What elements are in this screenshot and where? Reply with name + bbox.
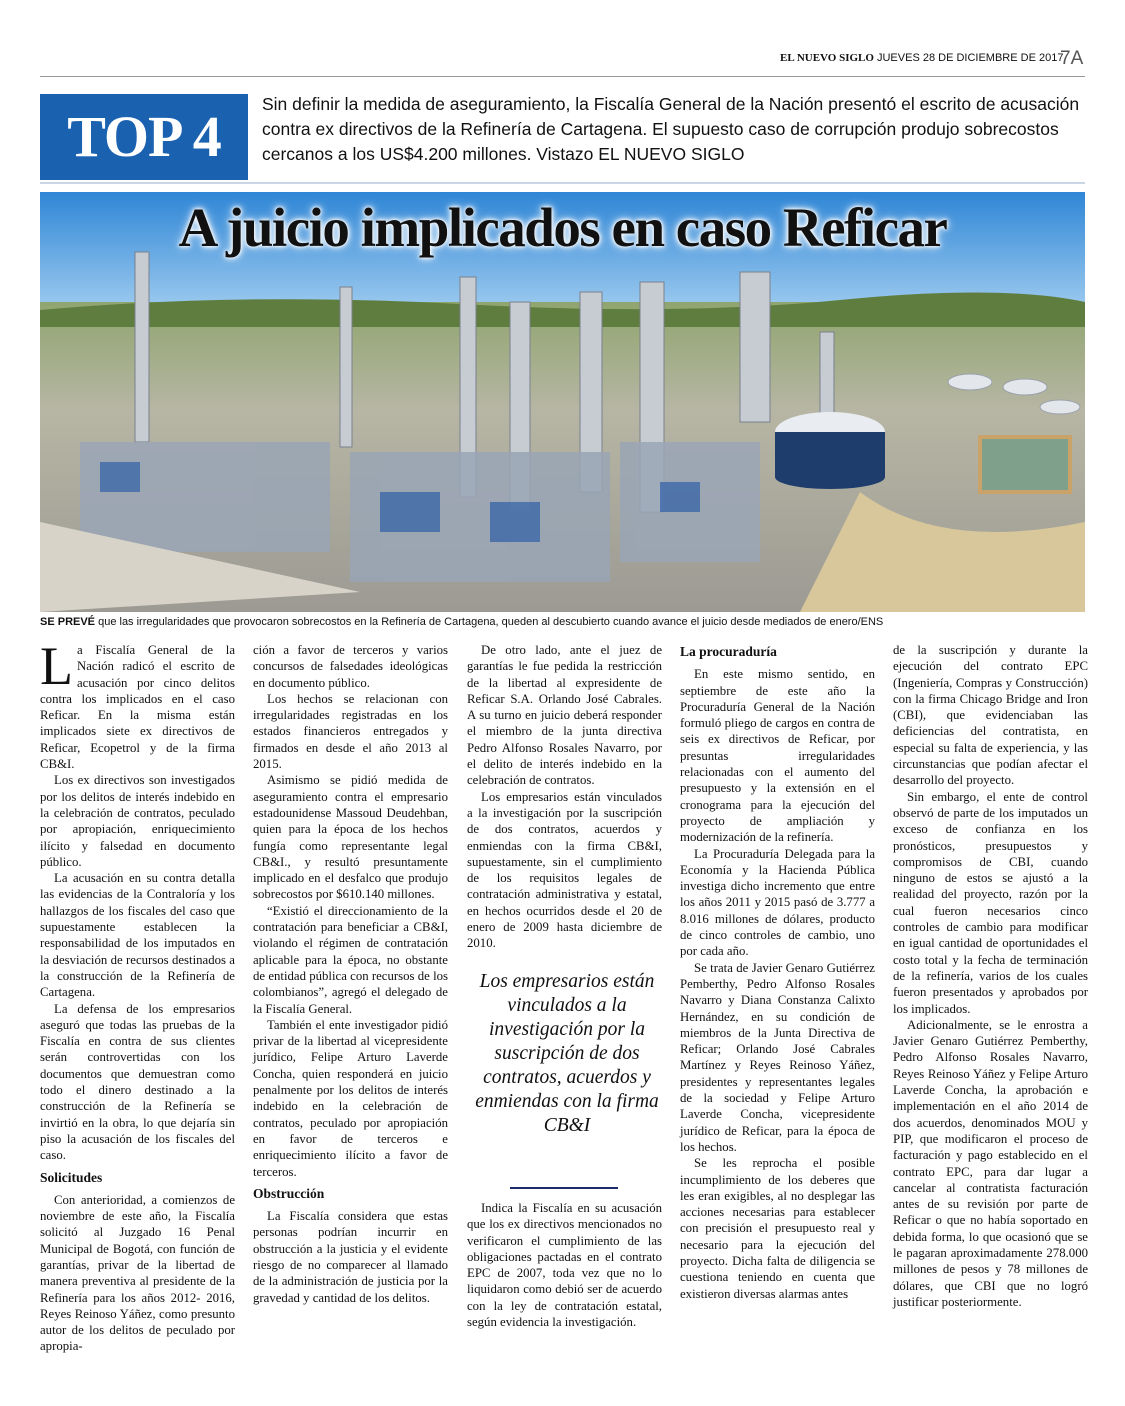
pull-quote: Los empresarios están vinculados a la investigación por la suscripción de dos contratos, acuerdos y enmiendas con la firma CB&I xyxy=(475,971,659,1136)
drop-cap: L xyxy=(40,636,73,696)
paragraph: ción a favor de terceros y varios concursos de falsedades ideológicas en documento público. xyxy=(253,643,448,690)
paragraph: a Fiscalía General de la Nación radicó el escrito de acusación por cinco delitos contra los implicados en el caso Reficar. En la misma están implicados siete ex directivos de Reficar, Ecopetrol y de la firma CB&I. xyxy=(40,643,235,772)
paper-name: EL NUEVO SIGLO xyxy=(780,52,874,64)
paragraph: La Procuraduría Delegada para la Economía y la Hacienda Pública investiga dicho incremento que entre los años 2011 y 2015 pasó de 3.777 a 8.016 millones de dólares, producto de cinco controles de cambio, uno por cada año. xyxy=(680,846,875,959)
deck-rule xyxy=(40,182,1085,184)
paragraph: “Existió el direccionamiento de la contratación para beneficiar a CB&I, violando el régimen de contratación aplicable para la época, no obstante de entidad pública con recursos de los colombianos”, agregó el delegado de la Fiscalía General. xyxy=(253,903,448,1016)
subhead-procuraduria: La procuraduría xyxy=(680,644,777,659)
article-column-4 xyxy=(680,642,875,1302)
page-number: 7A xyxy=(1060,48,1084,69)
article-column-3 xyxy=(467,642,662,952)
article-column-5 xyxy=(893,642,1088,1310)
paragraph: Se trata de Javier Genaro Gutiérrez Pemberthy, Pedro Alfonso Rosales Navarro y Diana Constanza Calixto Hernández, en su condición de miembros de la Junta Directiva de Reficar; Orlando José Cabrales Martínez y Reyes Reinoso Yáñez, presidentes y representantes legales de la sociedad y Felipe Arturo Laverde Concha, vicepresidente jurídico de Reficar, para la época de los hechos. xyxy=(680,960,875,1154)
paragraph: Sin embargo, el ente de control observó de parte de los imputados un exceso de confianza en los pronósticos, presupuestos y compromisos de CBI, cuando ninguno de estos se ajustó a la realidad del proyecto, razón por la cual fueron necesarios cinco controles de cambio para modificar en igual cantidad de oportunidades el costo total y la fecha de terminación de la refinería, varios de los cuales fueron presentados y aprobados por los implicados. xyxy=(893,789,1088,1016)
caption-text: que las irregularidades que provocaron sobrecostos en la Refinería de Cartagena, queden al descubierto cuando avance el juicio desde mediados de enero/ENS xyxy=(95,616,884,628)
paragraph: La acusación en su contra detalla las evidencias de la Contraloría y los hallazgos de los fiscales del caso que supuestamente establecen la responsabilidad de los imputados en la desviación de recursos destinados a la construcción de la Refinería de Cartagena. xyxy=(40,871,235,1000)
top4-label: TOP 4 xyxy=(40,94,248,180)
issue-date: JUEVES 28 DE DICIEMBRE DE 2017 xyxy=(876,52,1064,64)
paragraph: de la suscripción y durante la ejecución del contrato EPC (Ingeniería, Compras y Construcción) con la firma Chicago Bridge and Iron (CBI), que evidenciaban las deficiencias del contratista, en especial su falta de experiencia, y las circunstancias que podían afectar el desarrollo del proyecto. xyxy=(893,643,1088,788)
paragraph: La Fiscalía considera que estas personas podrían incurrir en obstrucción a la justicia y el evidente riesgo de no comparecer al llamado de la administración de justicia por la gravedad y cantidad de los delitos. xyxy=(253,1209,448,1305)
headline: A juicio implicados en caso Reficar xyxy=(178,197,947,258)
subhead-solicitudes: Solicitudes xyxy=(40,1169,103,1185)
paragraph: Se les reprocha el posible incumplimiento de los deberes que les eran exigibles, al no desplegar las acciones necesarias para establecer con precisión el presupuesto real y necesario para la ejecución del proyecto. Dicha falta de diligencia se cuestiona teniendo en cuenta que existieron diversas alarmas antes xyxy=(680,1156,875,1301)
paragraph: Con anterioridad, a comienzos de noviembre de este año, la Fiscalía solicitó al Juzgado 16 Penal Municipal de Bogotá, con función de garantías, privar de la libertad de manera preventiva al presidente de la Refinería para los años 2012- 2016, Reyes Reinoso Yáñez, como presunto autor de los delitos de peculado por apropia- xyxy=(40,1192,235,1354)
photo-caption xyxy=(40,616,1085,628)
article-column-3-lower xyxy=(467,1200,662,1330)
deck-text: Sin definir la medida de aseguramiento, la Fiscalía General de la Nación presentó el escrito de acusación contra ex directivos de la Refinería de Cartagena. El supuesto caso de corrupción produjo sobrecostos cercanos a los US$4.200 millones. Vistazo EL NUEVO SIGLO xyxy=(262,94,1080,164)
paragraph: Adicionalmente, se le enrostra a Javier Genaro Gutiérrez Pemberthy, Pedro Alfonso Rosales Navarro, Reyes Reinoso Yáñez y Felipe Arturo Laverde Concha, la aprobación e implementación en el año 2014 de dos acuerdos, denominados MOU y PIP, que modificaron el proceso de facturación y pago establecido en el contrato EPC, para dar lugar a cancelar al contratista facturación antes de su revisión por parte de Reficar o que no había soportado en debida forma, lo que ocasionó que se le pagaran aproximadamente 278.000 millones de pesos y 78 millones de dólares, que CBI que no logró justificar posteriormente. xyxy=(893,1017,1088,1309)
paragraph: La defensa de los empresarios aseguró que todas las pruebas de la Fiscalía en contra de sus clientes serán controvertidas con los documentos que demuestran como todo el dinero destinado a la construcción de la Refinería se invirtió en la obra, lo que dejaría sin piso la acusación de los fiscales del caso. xyxy=(40,1001,235,1163)
paragraph: Los hechos se relacionan con irregularidades registradas en los estados financieros entregados y firmados en desde el año 2013 al 2015. xyxy=(253,691,448,772)
paragraph: Indica la Fiscalía en su acusación que los ex directivos mencionados no verificaron el cumplimiento de las obligaciones pactadas en el contrato EPC de 2007, toda vez que no lo liquidaron como debió ser de acuerdo con la ley de contratación estatal, según evidencia la investigación. xyxy=(467,1201,662,1330)
paragraph: En este mismo sentido, en septiembre de este año la Procuraduría General de la Nación formuló pliego de cargos en contra de seis ex directivos de Reficar, por presuntas irregularidades relacionadas con el aumento del presupuesto y la extensión en el cronograma para la ejecución del proyecto de ampliación y modernización de la refinería. xyxy=(680,667,875,845)
paragraph: De otro lado, ante el juez de garantías le fue pedida la restricción de la libertad al expresidente de Reficar S.A. Orlando José Cabrales. A su turno en juicio deberá responder el miembro de la junta directiva Pedro Alfonso Rosales Navarro, por el delito de interés indebido en la celebración de contratos. xyxy=(467,643,662,788)
page-header xyxy=(780,52,1063,64)
article-column-2 xyxy=(253,642,448,1306)
subhead-obstruccion: Obstrucción xyxy=(253,1185,325,1201)
paragraph: Asimismo se pidió medida de aseguramiento contra el empresario estadounidense Massoud Deudehban, quien para la época de los hechos fungía como representante legal CB&I., y resultó presuntamente implicado en el desfalco que produjo sobrecostos por $610.140 millones. xyxy=(253,773,448,902)
header-rule xyxy=(40,76,1085,77)
pull-quote-rule xyxy=(510,1187,618,1189)
paragraph: Los empresarios están vinculados a la investigación por la suscripción de dos contratos, acuerdos y enmiendas con la firma CB&I, supuestamente, sin el cumplimiento de los requisitos legales de contratación administrativa y estatal, en hechos ocurridos desde el 20 de enero de 2009 hasta diciembre de 2010. xyxy=(467,789,662,951)
caption-lead: SE PREVÉ xyxy=(40,616,96,628)
paragraph: También el ente investigador pidió privar de la libertad al vicepresidente jurídico, Felipe Arturo Laverde Concha, quien responderá en juicio penalmente por los delitos de interés indebido en la celebración de contratos, peculado por apropiación en favor de terceros e enriquecimiento ilícito a favor de terceros. xyxy=(253,1017,448,1179)
article-column-1 xyxy=(40,636,235,1355)
paragraph: Los ex directivos son investigados por los delitos de interés indebido en la celebración de contratos, peculado por apropiación, enriquecimiento ilícito y falsedad en documento público. xyxy=(40,773,235,869)
